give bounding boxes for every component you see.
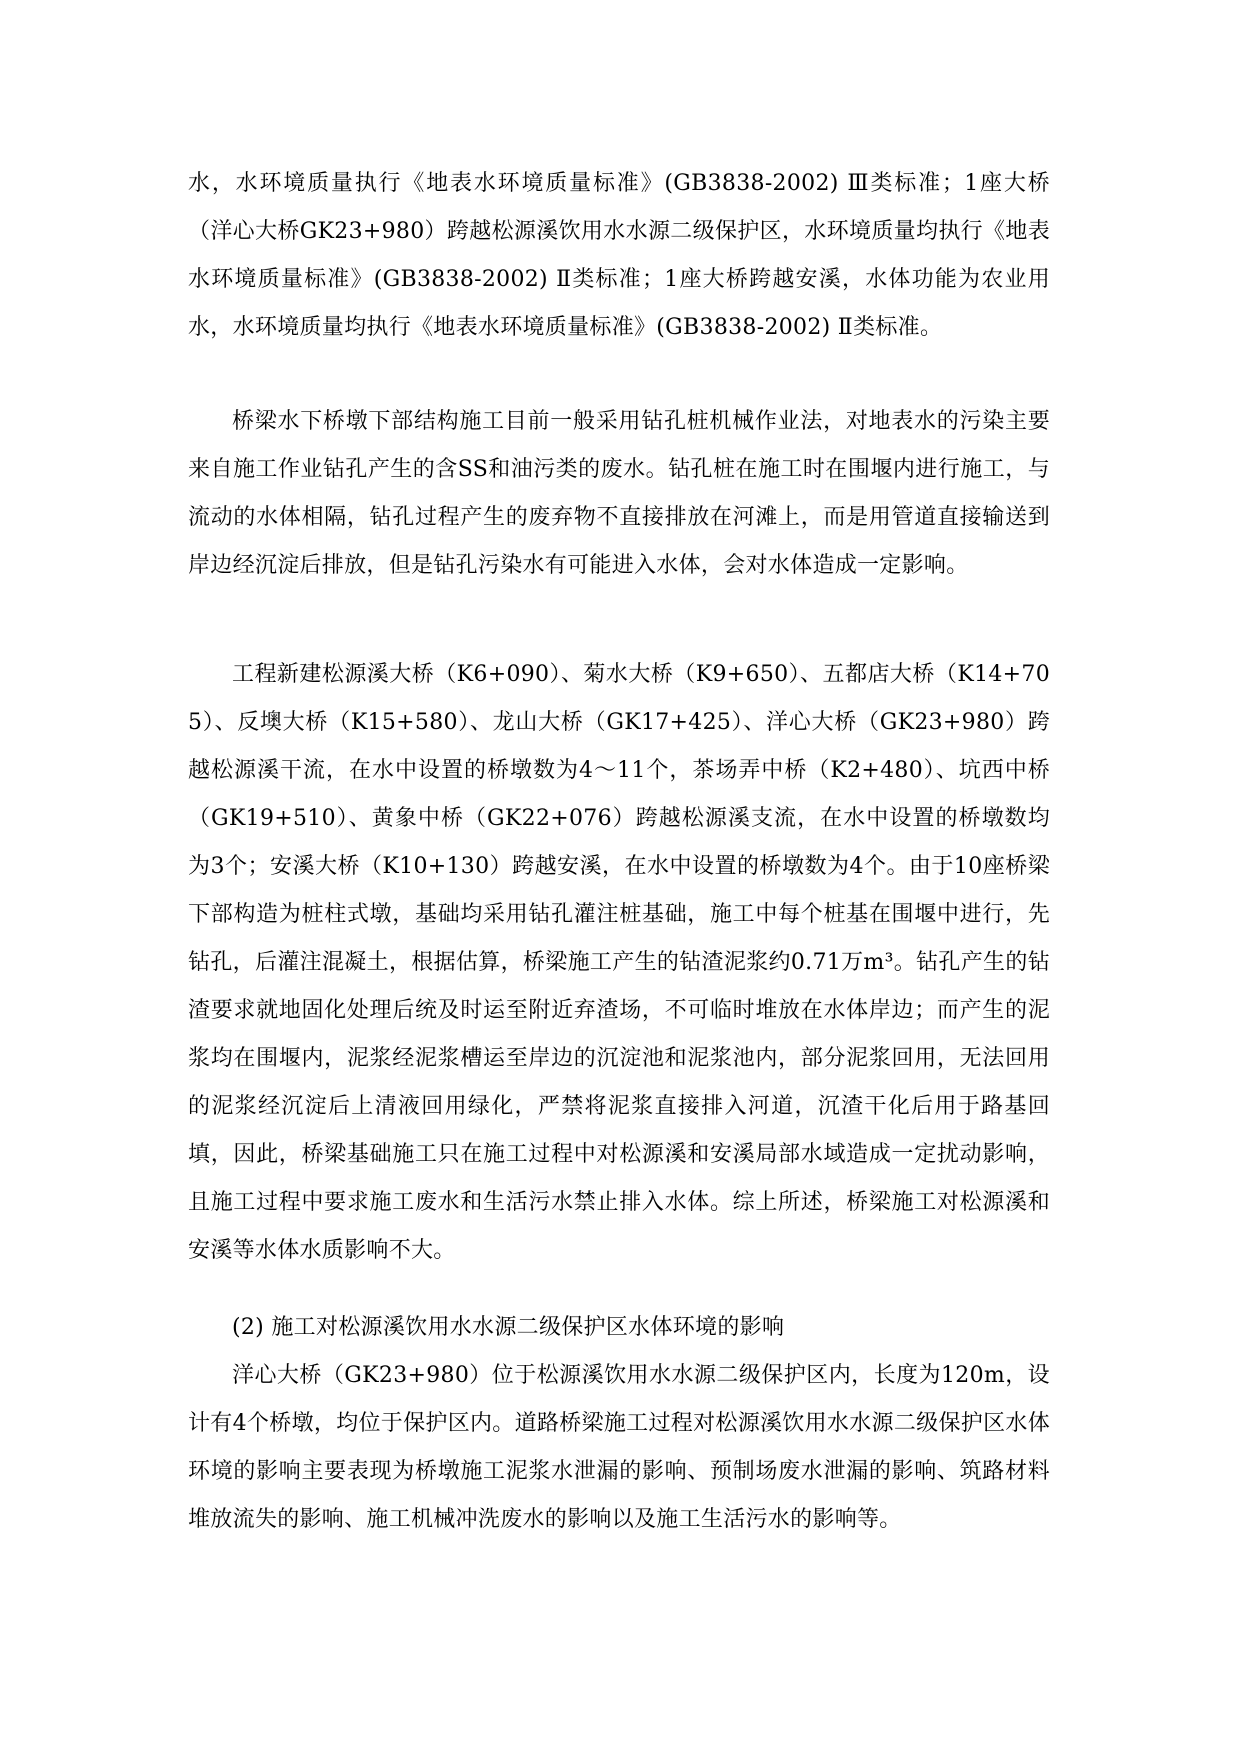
paragraph-bridge-construction-impact: 工程新建松源溪大桥（K6+090）、菊水大桥（K9+650）、五都店大桥（K14+705）、反墺大桥（K15+580）、龙山大桥（GK17+425）、洋心大桥（GK23+980）跨越松源溪干流，在水中设置的桥墩数为4～11个，茶场弄中桥（K2+480）、坑西中桥（GK19+510）、黄象中桥（GK22+076）跨越松源溪支流，在水中设置的桥墩数均为3个；安溪大桥（K10+130）跨越安溪，在水中设置的桥墩数为4个。由于10座桥梁下部构造为桩柱式墩，基础均采用钻孔灌注桩基础，施工中每个桩基在围堰中进行，先钻孔，后灌注混凝土，根据估算，桥梁施工产生的钻渣泥浆约0.71万m³。钻孔产生的钻渣要求就地固化处理后统及时运至附近弃渣场，不可临时堆放在水体岸边；而产生的泥浆均在围堰内，泥浆经泥浆槽运至岸边的沉淀池和泥浆池内，部分泥浆回用，无法回用的泥浆经沉淀后上清液回用绿化，严禁将泥浆直接排入河道，沉渣干化后用于路基回填，因此，桥梁基础施工只在施工过程中对松源溪和安溪局部水域造成一定扰动影响，且施工过程中要求施工废水和生活污水禁止排入水体。综上所述，桥梁施工对松源溪和安溪等水体水质影响不大。 (188, 662, 1050, 1263)
paragraph-drilling-pile-pollution: 桥梁水下桥墩下部结构施工目前一般采用钻孔桩机械作业法，对地表水的污染主要来自施工作业钻孔产生的含SS和油污类的废水。钻孔桩在施工时在围堰内进行施工，与流动的水体相隔，钻孔过程产生的废弃物不直接排放在河滩上，而是用管道直接输送到岸边经沉淀后排放，但是钻孔污染水有可能进入水体，会对水体造成一定影响。 (188, 409, 1050, 578)
paragraph-water-quality-standards: 水，水环境质量执行《地表水环境质量标准》(GB3838-2002) Ⅲ类标准；1座大桥（洋心大桥GK23+980）跨越松源溪饮用水水源二级保护区，水环境质量均执行《地表水环境质量标准》(GB3838-2002) Ⅱ类标准；1座大桥跨越安溪，水体功能为农业用水，水环境质量均执行《地表水环境质量标准》(GB3838-2002) Ⅱ类标准。 (188, 171, 1050, 340)
paragraph-yangxin-bridge-impact: 洋心大桥（GK23+980）位于松源溪饮用水水源二级保护区内，长度为120m，设计有4个桥墩，均位于保护区内。道路桥梁施工过程对松源溪饮用水水源二级保护区水体环境的影响主要表现为桥墩施工泥浆水泄漏的影响、预制场废水泄漏的影响、筑路材料堆放流失的影响、施工机械冲洗废水的影响以及施工生活污水的影响等。 (188, 1363, 1050, 1532)
section-heading-protection-zone-impact: (2) 施工对松源溪饮用水水源二级保护区水体环境的影响 (232, 1315, 785, 1340)
